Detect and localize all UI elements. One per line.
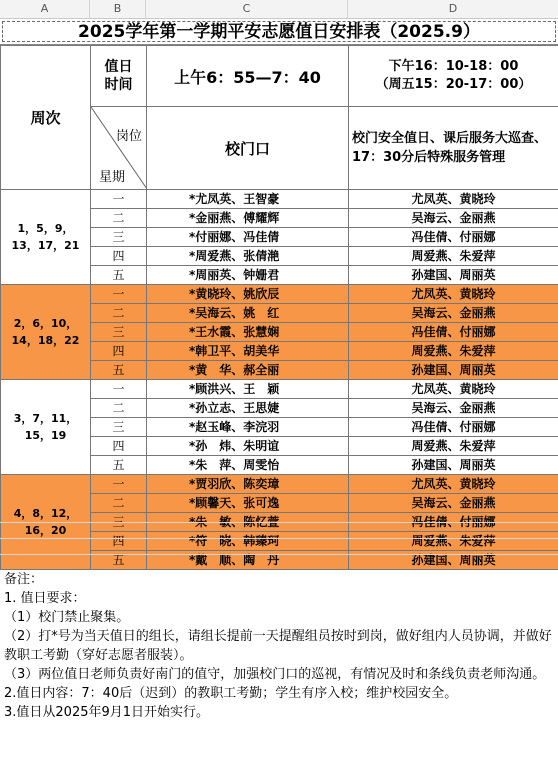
weekday-cell[interactable]: 二 [91,304,147,323]
morning-duty-cell[interactable]: *周丽英、钟姗君 [147,266,349,285]
gate-header[interactable]: 校门口 [147,107,349,190]
weekday-cell[interactable]: 四 [91,532,147,551]
morning-duty-cell[interactable]: *尤凤英、王智豪 [147,190,349,209]
afternoon-duty-cell[interactable]: 孙建国、周丽英 [349,361,558,380]
morning-duty-cell[interactable]: *孙 炜、朱明谊 [147,437,349,456]
week-numbers-cell[interactable]: 1，5，9， 13，17，21 [1,190,91,285]
afternoon-duty-cell[interactable]: 孙建国、周丽英 [349,456,558,475]
note-line: 1. 值日要求： [4,591,86,606]
sheet-title-cell[interactable] [0,19,558,45]
selection-outline [2,21,556,42]
duty-schedule-table [0,45,558,570]
morning-duty-cell[interactable]: *赵玉峰、李浣羽 [147,418,349,437]
column-header-d[interactable]: D [448,2,458,15]
weekday-cell[interactable]: 五 [91,551,147,570]
morning-duty-cell[interactable]: *贾羽欣、陈奕璋 [147,475,349,494]
morning-duty-cell[interactable]: *金丽燕、傅耀辉 [147,209,349,228]
weekday-cell[interactable]: 二 [91,209,147,228]
schedule-row [1,285,558,304]
weekday-cell[interactable]: 四 [91,342,147,361]
morning-duty-cell[interactable]: *符 晓、韩臻珂 [147,532,349,551]
column-header-b[interactable]: B [90,0,146,18]
weekday-cell[interactable]: 三 [91,228,147,247]
weekday-cell[interactable]: 五 [91,266,147,285]
afternoon-duty-cell[interactable]: 吴海云、金丽燕 [349,399,558,418]
week-numbers-cell[interactable]: 2，6，10， 14，18，22 [1,285,91,380]
weekday-cell[interactable]: 五 [91,456,147,475]
afternoon-duty-cell[interactable]: 孙建国、周丽英 [349,551,558,570]
schedule-row [1,475,558,494]
week-numbers-cell[interactable]: 4，8，12， 16，20 [1,475,91,570]
afternoon-duty-cell[interactable]: 冯佳倩、付丽娜 [349,228,558,247]
weekday-cell[interactable]: 一 [91,380,147,399]
weekday-cell[interactable]: 一 [91,190,147,209]
afternoon-duty-cell[interactable]: 吴海云、金丽燕 [349,304,558,323]
weekday-cell[interactable]: 三 [91,418,147,437]
afternoon-duty-header[interactable]: 校门安全值日、课后服务大巡查、17：30分后特殊服务管理 [349,107,558,190]
column-header-a[interactable]: A [0,0,90,18]
afternoon-duty-cell[interactable]: 吴海云、金丽燕 [349,209,558,228]
morning-time-cell[interactable]: 上午6：55—7：40 [147,46,349,107]
morning-duty-cell[interactable]: *黄 华、郝全丽 [147,361,349,380]
empty-grid-rows [0,522,558,570]
afternoon-time-cell[interactable]: 下午16：10-18：00 （周五15：20-17：00） [349,46,558,107]
schedule-row [1,190,558,209]
schedule-row [1,380,558,399]
weekday-cell[interactable]: 二 [91,399,147,418]
morning-duty-cell[interactable]: *王水霞、张慧娴 [147,323,349,342]
post-label: 岗位 [115,129,142,144]
morning-duty-cell[interactable]: *周爱燕、张倩滟 [147,247,349,266]
duty-time-header[interactable]: 值日 时间 [91,46,147,107]
morning-duty-cell[interactable]: *黄晓玲、姚欣辰 [147,285,349,304]
note-line: （1）校门禁止聚集。 [4,610,130,625]
notes-heading: 备注： [4,572,44,587]
weekday-cell[interactable]: 五 [91,361,147,380]
morning-duty-cell[interactable]: *孙立志、王思婕 [147,399,349,418]
morning-duty-cell[interactable]: *韩卫平、胡美华 [147,342,349,361]
week-header-cell[interactable] [1,46,91,190]
afternoon-duty-cell[interactable]: 尤凤英、黄晓玲 [349,475,558,494]
morning-duty-cell[interactable]: *付丽娜、冯佳倩 [147,228,349,247]
weekday-cell[interactable]: 四 [91,437,147,456]
afternoon-duty-cell[interactable]: 冯佳倩、付丽娜 [349,513,558,532]
morning-duty-cell[interactable]: *顾洪兴、王 颖 [147,380,349,399]
morning-duty-cell[interactable]: *朱 敏、陈忆萱 [147,513,349,532]
week-numbers-cell[interactable]: 3，7，11， 15，19 [1,380,91,475]
post-weekday-header-cell[interactable] [91,107,147,190]
morning-duty-cell[interactable]: *顾馨天、张可逸 [147,494,349,513]
afternoon-duty-cell[interactable]: 周爱燕、朱爱萍 [349,532,558,551]
afternoon-duty-cell[interactable]: 尤凤英、黄晓玲 [349,190,558,209]
morning-duty-cell[interactable]: *戴 顺、陶 丹 [147,551,349,570]
weekday-cell[interactable]: 一 [91,285,147,304]
notes-section [4,570,556,722]
note-line: （2）打*号为当天值日的组长，请组长提前一天提醒组员按时到岗，做好组内人员协调，并做好教职工考勤（穿好志愿者服装）。 [4,629,552,663]
afternoon-duty-cell[interactable]: 周爱燕、朱爱萍 [349,247,558,266]
weekday-cell[interactable]: 三 [91,513,147,532]
afternoon-duty-cell[interactable]: 尤凤英、黄晓玲 [349,285,558,304]
column-header-bar [0,0,558,19]
weekday-label: 星期 [99,170,126,185]
weekday-cell[interactable]: 二 [91,494,147,513]
week-header: 周次 [30,109,61,127]
weekday-cell[interactable]: 四 [91,247,147,266]
note-line: 3.值日从2025年9月1日开始实行。 [4,705,210,720]
weekday-cell[interactable]: 一 [91,475,147,494]
morning-duty-cell[interactable]: *朱 萍、周雯怡 [147,456,349,475]
note-line: 2.值日内容：7：40后（迟到）的教职工考勤；学生有序入校；维护校园安全。 [4,686,458,701]
sheet-title: 2025学年第一学期平安志愿值日安排表（2025.9） [78,22,480,42]
afternoon-duty-cell[interactable]: 周爱燕、朱爱萍 [349,437,558,456]
afternoon-duty-cell[interactable]: 孙建国、周丽英 [349,266,558,285]
morning-duty-cell[interactable]: *吴海云、姚 红 [147,304,349,323]
afternoon-duty-cell[interactable]: 吴海云、金丽燕 [349,494,558,513]
column-header-c[interactable]: C [146,0,348,18]
note-line: （3）两位值日老师负责好南门的值守，加强校门口的巡视，有情况及时和条线负责老师沟通。 [4,667,546,682]
afternoon-duty-cell[interactable]: 尤凤英、黄晓玲 [349,380,558,399]
afternoon-duty-cell[interactable]: 周爱燕、朱爱萍 [349,342,558,361]
afternoon-duty-cell[interactable]: 冯佳倩、付丽娜 [349,418,558,437]
weekday-cell[interactable]: 三 [91,323,147,342]
afternoon-duty-cell[interactable]: 冯佳倩、付丽娜 [349,323,558,342]
